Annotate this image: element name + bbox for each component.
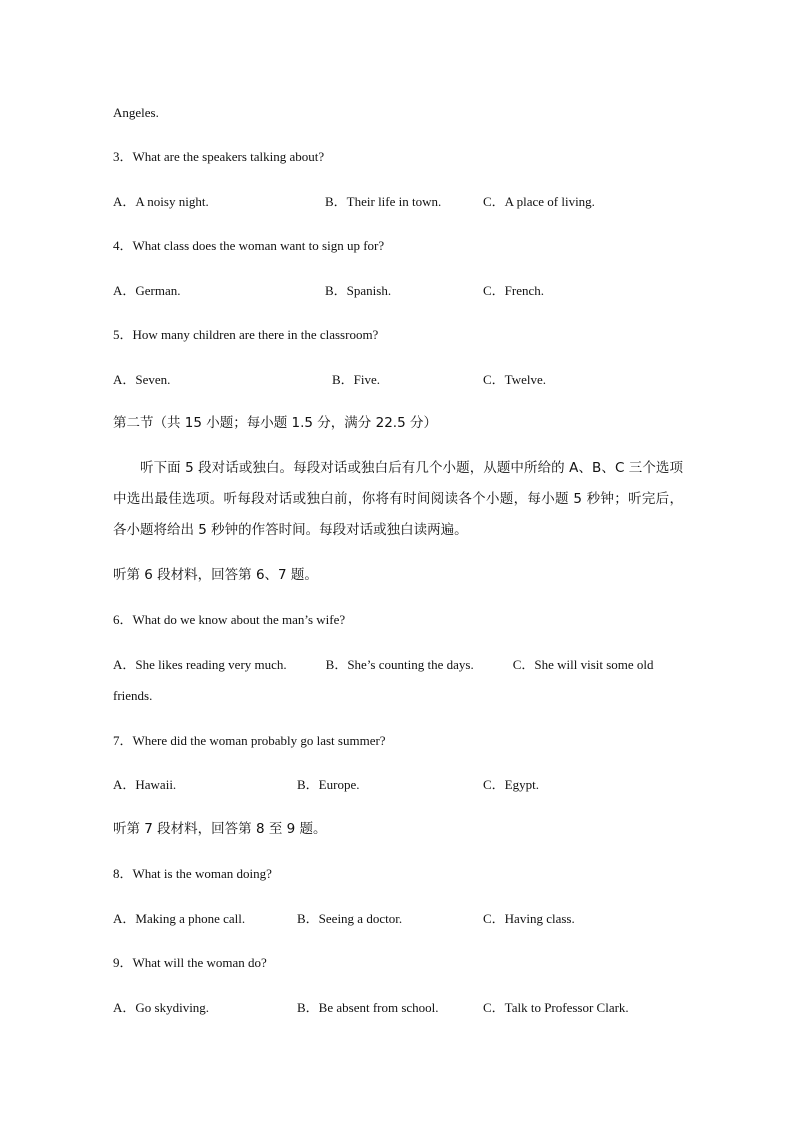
section-2-instructions: 听下面 5 段对话或独白。每段对话或独白后有几个小题，从题中所给的 A、B、C 三个选项中选出最佳选项。听每段对话或独白前，你将有时间阅读各个小题，每小题 5 秒钟；听完后，各小题将给出 5 秒钟的作答时间。每段对话或独白读两遍。 — [113, 460, 683, 538]
question-8-option-b: B．Seeing a doctor. — [297, 911, 403, 926]
question-6-stem: 6．What do we know about the man’s wife? — [113, 612, 346, 627]
question-4-stem: 4．What class does the woman want to sign up for? — [113, 238, 385, 253]
section-2-title: 第二节（共 15 小题；每小题 1.5 分，满分 22.5 分） — [113, 415, 437, 431]
continuation-text: Angeles. — [113, 105, 159, 120]
question-5-stem: 5．How many children are there in the classroom? — [113, 327, 379, 342]
question-7-option-c: C．Egypt. — [483, 777, 539, 792]
question-4-option-a: A．German. — [113, 283, 181, 298]
question-3-stem: 3．What are the speakers talking about? — [113, 149, 325, 164]
question-6-options: A．She likes reading very much. B．She’s counting the days. C．She will visit some old friends. — [113, 657, 654, 703]
question-7-stem: 7．Where did the woman probably go last summer? — [113, 733, 386, 748]
question-8-option-c: C．Having class. — [483, 911, 575, 926]
question-5-option-c: C．Twelve. — [483, 372, 546, 387]
question-9-option-a: A．Go skydiving. — [113, 1000, 210, 1015]
question-9-option-b: B．Be absent from school. — [297, 1000, 439, 1015]
question-8-stem: 8．What is the woman doing? — [113, 866, 272, 881]
question-5-option-a: A．Seven. — [113, 372, 171, 387]
question-7-option-b: B．Europe. — [297, 777, 360, 792]
question-4-option-c: C．French. — [483, 283, 545, 298]
question-4-option-b: B．Spanish. — [325, 283, 392, 298]
question-5-option-b: B．Five. — [332, 372, 381, 387]
question-9-stem: 9．What will the woman do? — [113, 955, 267, 970]
question-7-option-a: A．Hawaii. — [113, 777, 177, 792]
material-7-heading: 听第 7 段材料，回答第 8 至 9 题。 — [113, 821, 327, 837]
question-9-option-c: C．Talk to Professor Clark. — [483, 1000, 629, 1015]
question-3-option-c: C．A place of living. — [483, 194, 595, 209]
question-8-option-a: A．Making a phone call. — [113, 911, 246, 926]
material-6-heading: 听第 6 段材料，回答第 6、7 题。 — [113, 567, 318, 583]
question-3-option-b: B．Their life in town. — [325, 194, 442, 209]
question-3-option-a: A．A noisy night. — [113, 194, 209, 209]
